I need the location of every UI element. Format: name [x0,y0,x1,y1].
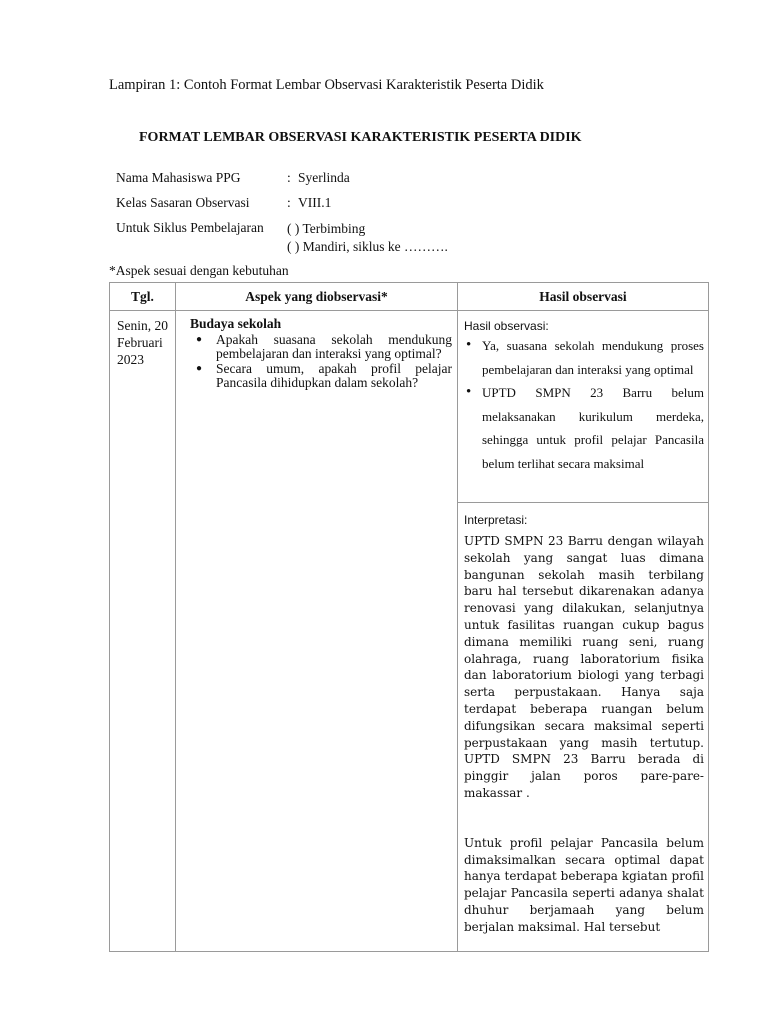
result-cell [464,318,704,475]
aspect-item: ● Secara umum, apakah profil pelajar Pancasila dihidupkan dalam sekolah? [190,362,452,391]
target-class-colon: : [287,195,291,210]
header-date: Tgl. [131,289,154,304]
header-result: Hasil observasi [539,289,627,304]
form-title: FORMAT LEMBAR OBSERVASI KARAKTERISTIK PESERTA DIDIK [139,130,582,145]
table-header-divider [110,310,708,311]
aspect-list [190,333,452,391]
aspect-note: *Aspek sesuai dengan kebutuhan [109,263,289,278]
header-aspect: Aspek yang diobservasi* [245,289,388,304]
observation-table [109,282,709,952]
table-result-divider [457,502,708,503]
target-class-label: Kelas Sasaran Observasi [116,195,250,210]
target-class-value: VIII.1 [298,195,332,210]
aspect-title: Budaya sekolah [190,316,282,331]
table-divider-date [175,283,176,951]
interpretation-label: Interpretasi: [464,513,528,527]
result-item: • UPTD SMPN 23 Barru belum melaksanakan kurikulum merdeka, sehingga untuk profil pelajar Pancasila belum terlihat secara maksimal [464,381,704,475]
result-label: Hasil observasi: [464,319,549,333]
appendix-title: Lampiran 1: Contoh Format Lembar Observasi Karakteristik Peserta Didik [109,77,544,93]
aspect-item: ● Apakah suasana sekolah mendukung pembelajaran dan interaksi yang optimal? [190,333,452,362]
interpretation-cell [464,512,704,936]
table-divider-aspect [457,283,458,951]
result-list [464,334,704,475]
interpretation-paragraph: UPTD SMPN 23 Barru dengan wilayah sekolah yang sangat luas dimana bangunan sekolah masih terbilang baru hal tersebut dikarenakan adanya renovasi yang dilakukan, selanjutnya untuk fasilitas ruangan cukup bagus dimana memiliki ruang seni, ruang olahraga, ruang laboratorium fisika dan laboratorium biologi yang terbagi serta perpustakaan. Hanya saja terdapat beberapa ruangan belum difungsikan secara maksimal seperti perpustakaan yang masih tertutup. UPTD SMPN 23 Barru berada di pinggir jalan poros pare-pare-makassar . [464,534,704,800]
student-name-label: Nama Mahasiswa PPG [116,170,241,185]
result-item: • Ya, suasana sekolah mendukung proses pembelajaran dan interaksi yang optimal [464,334,704,381]
observation-date: Senin, 20 Februari 2023 [117,318,169,367]
student-name-colon: : [287,170,291,185]
interpretation-paragraph: Untuk profil pelajar Pancasila belum dimaksimalkan secara optimal dapat hanya terdapat beberapa kgiatan profil pelajar Pancasila seperti adanya shalat dhuhur berjamaah yang belum berjalan maksimal. Hal tersebut [464,835,704,934]
student-name-value: Syerlinda [298,170,350,185]
cycle-option-independent: ( ) Mandiri, siklus ke ………. [287,239,448,254]
learning-cycle-label: Untuk Siklus Pembelajaran [116,220,264,235]
interpretation-text [464,533,704,936]
cycle-option-guided: ( ) Terbimbing [287,221,366,236]
aspect-cell [190,317,452,391]
